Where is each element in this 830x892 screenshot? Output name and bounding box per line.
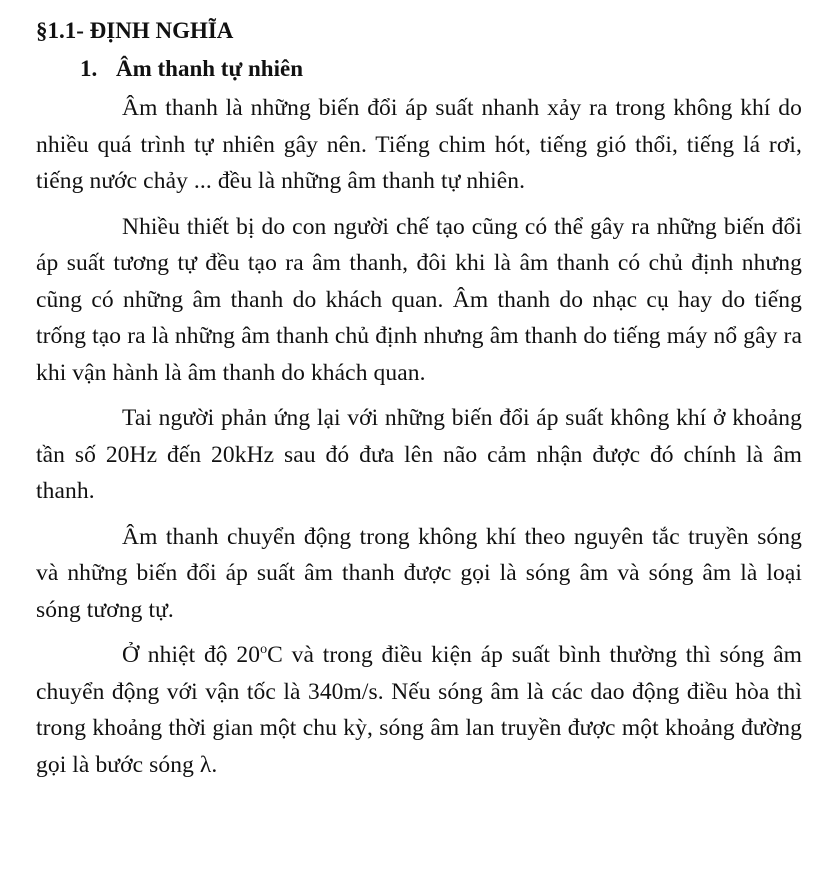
degree-superscript: o [260, 642, 268, 658]
subsection-title: Âm thanh tự nhiên [116, 56, 303, 81]
wavelength-text-before: Ở nhiệt độ 20 [122, 642, 261, 668]
subsection-number: 1. [80, 56, 98, 81]
section-title: §1.1- ĐỊNH NGHĨA [36, 18, 234, 43]
paragraph-human-hearing: Tai người phản ứng lại với những biến đổi áp suất không khí ở khoảng tần số 20Hz đến 20kHz sau đó đưa lên não cảm nhận được đó chính là âm thanh. [36, 405, 802, 504]
paragraph-wavelength [36, 637, 802, 783]
wavelength-text-after: C và trong điều kiện áp suất bình thường thì sóng âm chuyển động với vận tốc là 340m/s. Nếu sóng âm là các dao động điều hòa thì trong khoảng thời gian một chu kỳ, sóng âm lan truyền được một khoảng đường gọi là bước sóng λ. [36, 642, 803, 778]
paragraph-sound-waves: Âm thanh chuyển động trong không khí theo nguyên tắc truyền sóng và những biến đổi áp suất âm thanh được gọi là sóng âm và sóng âm là loại sóng tương tự. [36, 523, 802, 623]
subsection-heading [80, 52, 802, 86]
document-page [30, 14, 802, 792]
paragraph-man-made-sound: Nhiều thiết bị do con người chế tạo cũng có thể gây ra những biến đổi áp suất tương tự đều tạo ra âm thanh, đôi khi là âm thanh có chủ định nhưng cũng có những âm thanh do khách quan. Âm thanh do nhạc cụ hay do tiếng trống tạo ra là những âm thanh chủ định nhưng âm thanh do tiếng máy nổ gây ra khi vận hành là âm thanh do khách quan. [36, 213, 802, 386]
paragraph-natural-sound: Âm thanh là những biến đổi áp suất nhanh xảy ra trong không khí do nhiều quá trình tự nhiên gây nên. Tiếng chim hót, tiếng gió thổi, tiếng lá rơi, tiếng nước chảy ... đều là những âm thanh tự nhiên. [36, 95, 802, 194]
